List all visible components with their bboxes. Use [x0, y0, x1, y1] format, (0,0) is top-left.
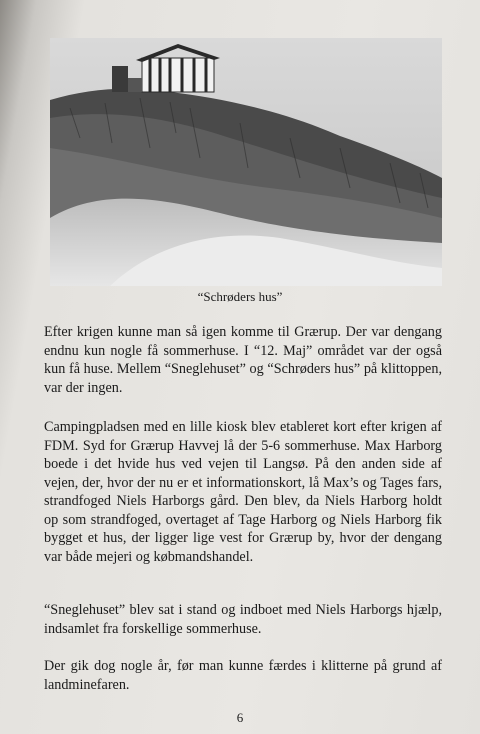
paragraph-1: Efter krigen kunne man så igen komme til Grærup. Der var dengang endnu kun nogle få sommerhuse. I “12. Maj” området var der også kun få huse. Mellem “Sneglehuset” og “Schrøders hus” på klittoppen, var der ingen.	[44, 324, 442, 396]
page-number: 6	[236, 710, 244, 725]
paragraph-2: Campingpladsen med en lille kiosk blev etableret kort efter krigen af FDM. Syd for Grærup Havvej lå der 5-6 sommerhuse. Max Harborg boede i det hvide hus ved vejen til Langsø. På den anden side af vejen, der, hvor der nu er et informationskort, lå Max’s og Tages fars, strandfoged Niels Harborgs gård. Den blev, da Niels Harborg holdt op som strandfoged, overtaget af Tage Harborg og Niels Harborg fik bygget et hus, der ligger lige vest for Grærup by, hvor der dengang var både mejeri og købmandshandel.	[44, 419, 442, 565]
dune-house-photo	[50, 38, 442, 286]
paragraph-4: Der gik dog nogle år, før man kunne færdes i klitterne på grund af landminefaren.	[44, 658, 442, 693]
photo-caption: “Schrøders hus”	[197, 289, 283, 304]
paragraph-3: “Sneglehuset” blev sat i stand og indboet med Niels Harborgs hjælp, indsamlet fra forskellige sommerhuse.	[44, 602, 442, 637]
